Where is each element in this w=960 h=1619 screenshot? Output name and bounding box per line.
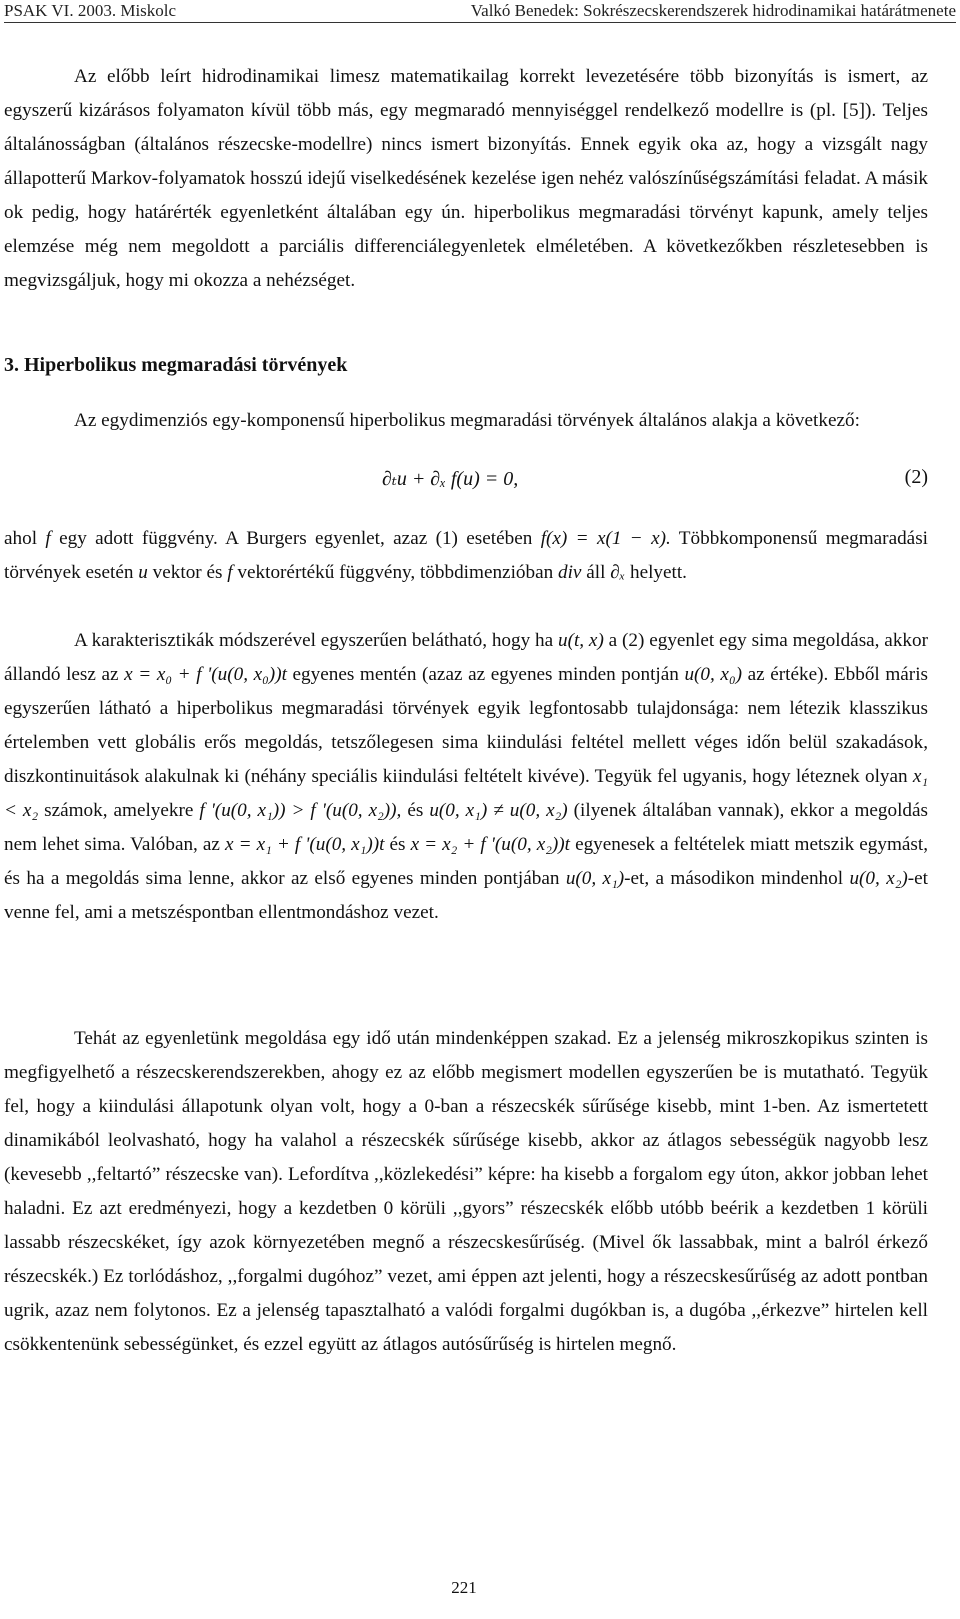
page-number: 221: [451, 1578, 477, 1597]
text-char-11: -et venne fel, ami a metszéspontban ellentmondáshoz vezet.: [4, 868, 929, 923]
symbol-partial-x: ∂ₓ: [610, 562, 626, 583]
symbol-div: div: [558, 562, 582, 583]
text-burgers: egy adott függvény. A Burgers egyenlet, azaz (1) esetében: [59, 528, 533, 549]
symbol-f-vector: f: [227, 562, 233, 583]
formula-value-condition: u(0, x₁) ≠ u(0, x₂): [429, 800, 568, 821]
paragraph-4: [4, 624, 928, 930]
paragraph-2: Az egydimenziós egy-komponensű hiperbolikus megmaradási törvények általános alakja a következő:: [74, 410, 860, 431]
equation-2-formula: ∂ₜu + ∂ₓ f(u) = 0,: [382, 468, 519, 490]
paragraph-traffic: [4, 1022, 928, 1362]
text-char-7: (ilyenek általában vannak), ekkor a megoldás nem lehet sima. Valóban, az: [4, 800, 929, 855]
equation-2-number: (2): [904, 466, 928, 488]
text-char-3: egyenes mentén (azaz az egyenes minden pontján: [292, 664, 679, 685]
text-char-9: egyenesek a feltételek miatt metszik egymást, és ha a megoldás sima lenne, akkor az első egyenes minden pontjában: [4, 834, 928, 889]
paragraph-characteristics: [4, 624, 928, 930]
formula-x1-lt-x2: x₁ < x₂: [4, 766, 929, 821]
text-vektor: vektor és: [152, 562, 223, 583]
symbol-u: u: [138, 562, 148, 583]
formula-burgers-flux: f(x) = x(1 − x).: [540, 528, 671, 549]
header-author-title: Valkó Benedek: Sokrészecskerendszerek hidrodinamikai határátmenete: [470, 1, 956, 20]
text-char-6: és: [407, 800, 424, 821]
paragraph-burgers: [4, 522, 928, 590]
formula-characteristic-line: x = x₀ + f '(u(0, x₀))t: [124, 664, 287, 685]
formula-u-0-x0: u(0, x₀): [684, 664, 743, 685]
formula-u-0-x1: u(0, x₁): [565, 868, 625, 889]
formula-u-0-x2: u(0, x₂): [849, 868, 908, 889]
text-all: áll: [586, 562, 606, 583]
formula-u-t-x: u(t, x): [557, 630, 604, 651]
header-conference: PSAK VI. 2003. Miskolc: [4, 1, 177, 20]
text-helyett: helyett.: [629, 562, 687, 583]
formula-line-2: x = x₂ + f '(u(0, x₂))t: [410, 834, 570, 855]
text-ahol: ahol: [4, 528, 38, 549]
symbol-f: f: [45, 528, 51, 549]
text-char-8: és: [389, 834, 406, 855]
text-multicomp: Többkomponensű megmaradási törvények esetén: [4, 528, 928, 583]
formula-line-1: x = x₁ + f '(u(0, x₁))t: [225, 834, 385, 855]
formula-speed-condition: f '(u(0, x₁)) > f '(u(0, x₂)),: [199, 800, 402, 821]
running-header: [4, 0, 956, 23]
text-char-10: -et, a másodikon mindenhol: [624, 868, 844, 889]
section-heading: 3. Hiperbolikus megmaradási törvények: [4, 354, 348, 376]
text-vektorerteku: vektorértékű függvény, többdimenzióban: [237, 562, 554, 583]
text-char-2: a (2) egyenlet egy sima megoldása, akkor állandó lesz az: [4, 630, 928, 685]
paragraph-5: Tehát az egyenletünk megoldása egy idő után mindenképpen szakad. Ez a jelenség mikroszkopikus szinten is megfigyelhető a részecskerendszerekben, ahogy ez az előbb megismert modellen egyszerűen be is mutatható. Tegyük fel, hogy a kiindulási állapotunk olyan volt, hogy a 0-ban a részecskék sűrűsége kisebb, mint 1-ben. Az ismertetett dinamikából leolvasható, hogy ha valahol a részecskék sűrűsége kisebb, akkor az átlagos sebességük nagyobb lesz (kevesebb ,,feltartó” részecske van). Lefordítva ,,közlekedési” képre: ha kisebb a forgalom egy úton, akkor jobban lehet haladni. Ez azt eredményezi, hogy a kezdetben 0 körüli ,,gyors” részecskék előbb utóbb beérik a kezdetben 1 körüli lassabb részecskéket, így azok környezetében megnő a részecskesűrűség. (Mivel ők lassabbak, mint a balról érkező részecskék.) Ez torlódáshoz, ,,forgalmi dugóhoz” vezet, ami éppen azt jelenti, hogy a részecskesűrűség az adott pontban ugrik, azaz nem folytonos. Ez a jelenség tapasztalható a valódi forgalmi dugókban is, a dugóba ,,érkezve” hirtelen kell csökkentenünk sebességünket, és ezzel együtt az átlagos autósűrűség is hirtelen megnő.: [4, 1028, 928, 1355]
paragraph-general-form: [4, 404, 928, 438]
paragraph-intro: [4, 60, 928, 298]
text-char-4: az értéke). Ebből máris egyszerűen látható a hiperbolikus megmaradási törvények egyik legfontosabb tulajdonsága: nem létezik klasszikus értelemben vett globális erős megoldás, tetszőlegesen sima kiindulási feltétel mellett véges időn belül szakadások, diszkontinuitások alakulnak ki (néhány speciális kiindulási feltételt kivéve). Tegyük fel ugyanis, hogy léteznek olyan: [4, 664, 928, 787]
paragraph-1: Az előbb leírt hidrodinamikai limesz matematikailag korrekt levezetésére több bizonyítás is ismert, az egyszerű kizárásos folyamaton kívül több más, egy megmaradó mennyiséggel rendelkező modellre is (pl. [5]). Teljes általánosságban (általános részecske-modellre) nincs ismert bizonyítás. Ennek egyik oka az, hogy a vizsgált nagy állapotterű Markov-folyamatok hosszú idejű viselkedésének kezelése igen nehéz valószínűségszámítási feladat. A másik ok pedig, hogy határérték egyenletként általában egy ún. hiperbolikus megmaradási törvényt kapunk, amely teljes elemzése még nem megoldott a parciális differenciálegyenletek elméletében. A következőkben részletesebben is megvizsgáljuk, hogy mi okozza a nehézséget.: [4, 66, 928, 291]
text-char-1: A karakterisztikák módszerével egyszerűen belátható, hogy ha: [74, 630, 554, 651]
text-char-5: számok, amelyekre: [44, 800, 194, 821]
paragraph-3: [4, 522, 928, 590]
